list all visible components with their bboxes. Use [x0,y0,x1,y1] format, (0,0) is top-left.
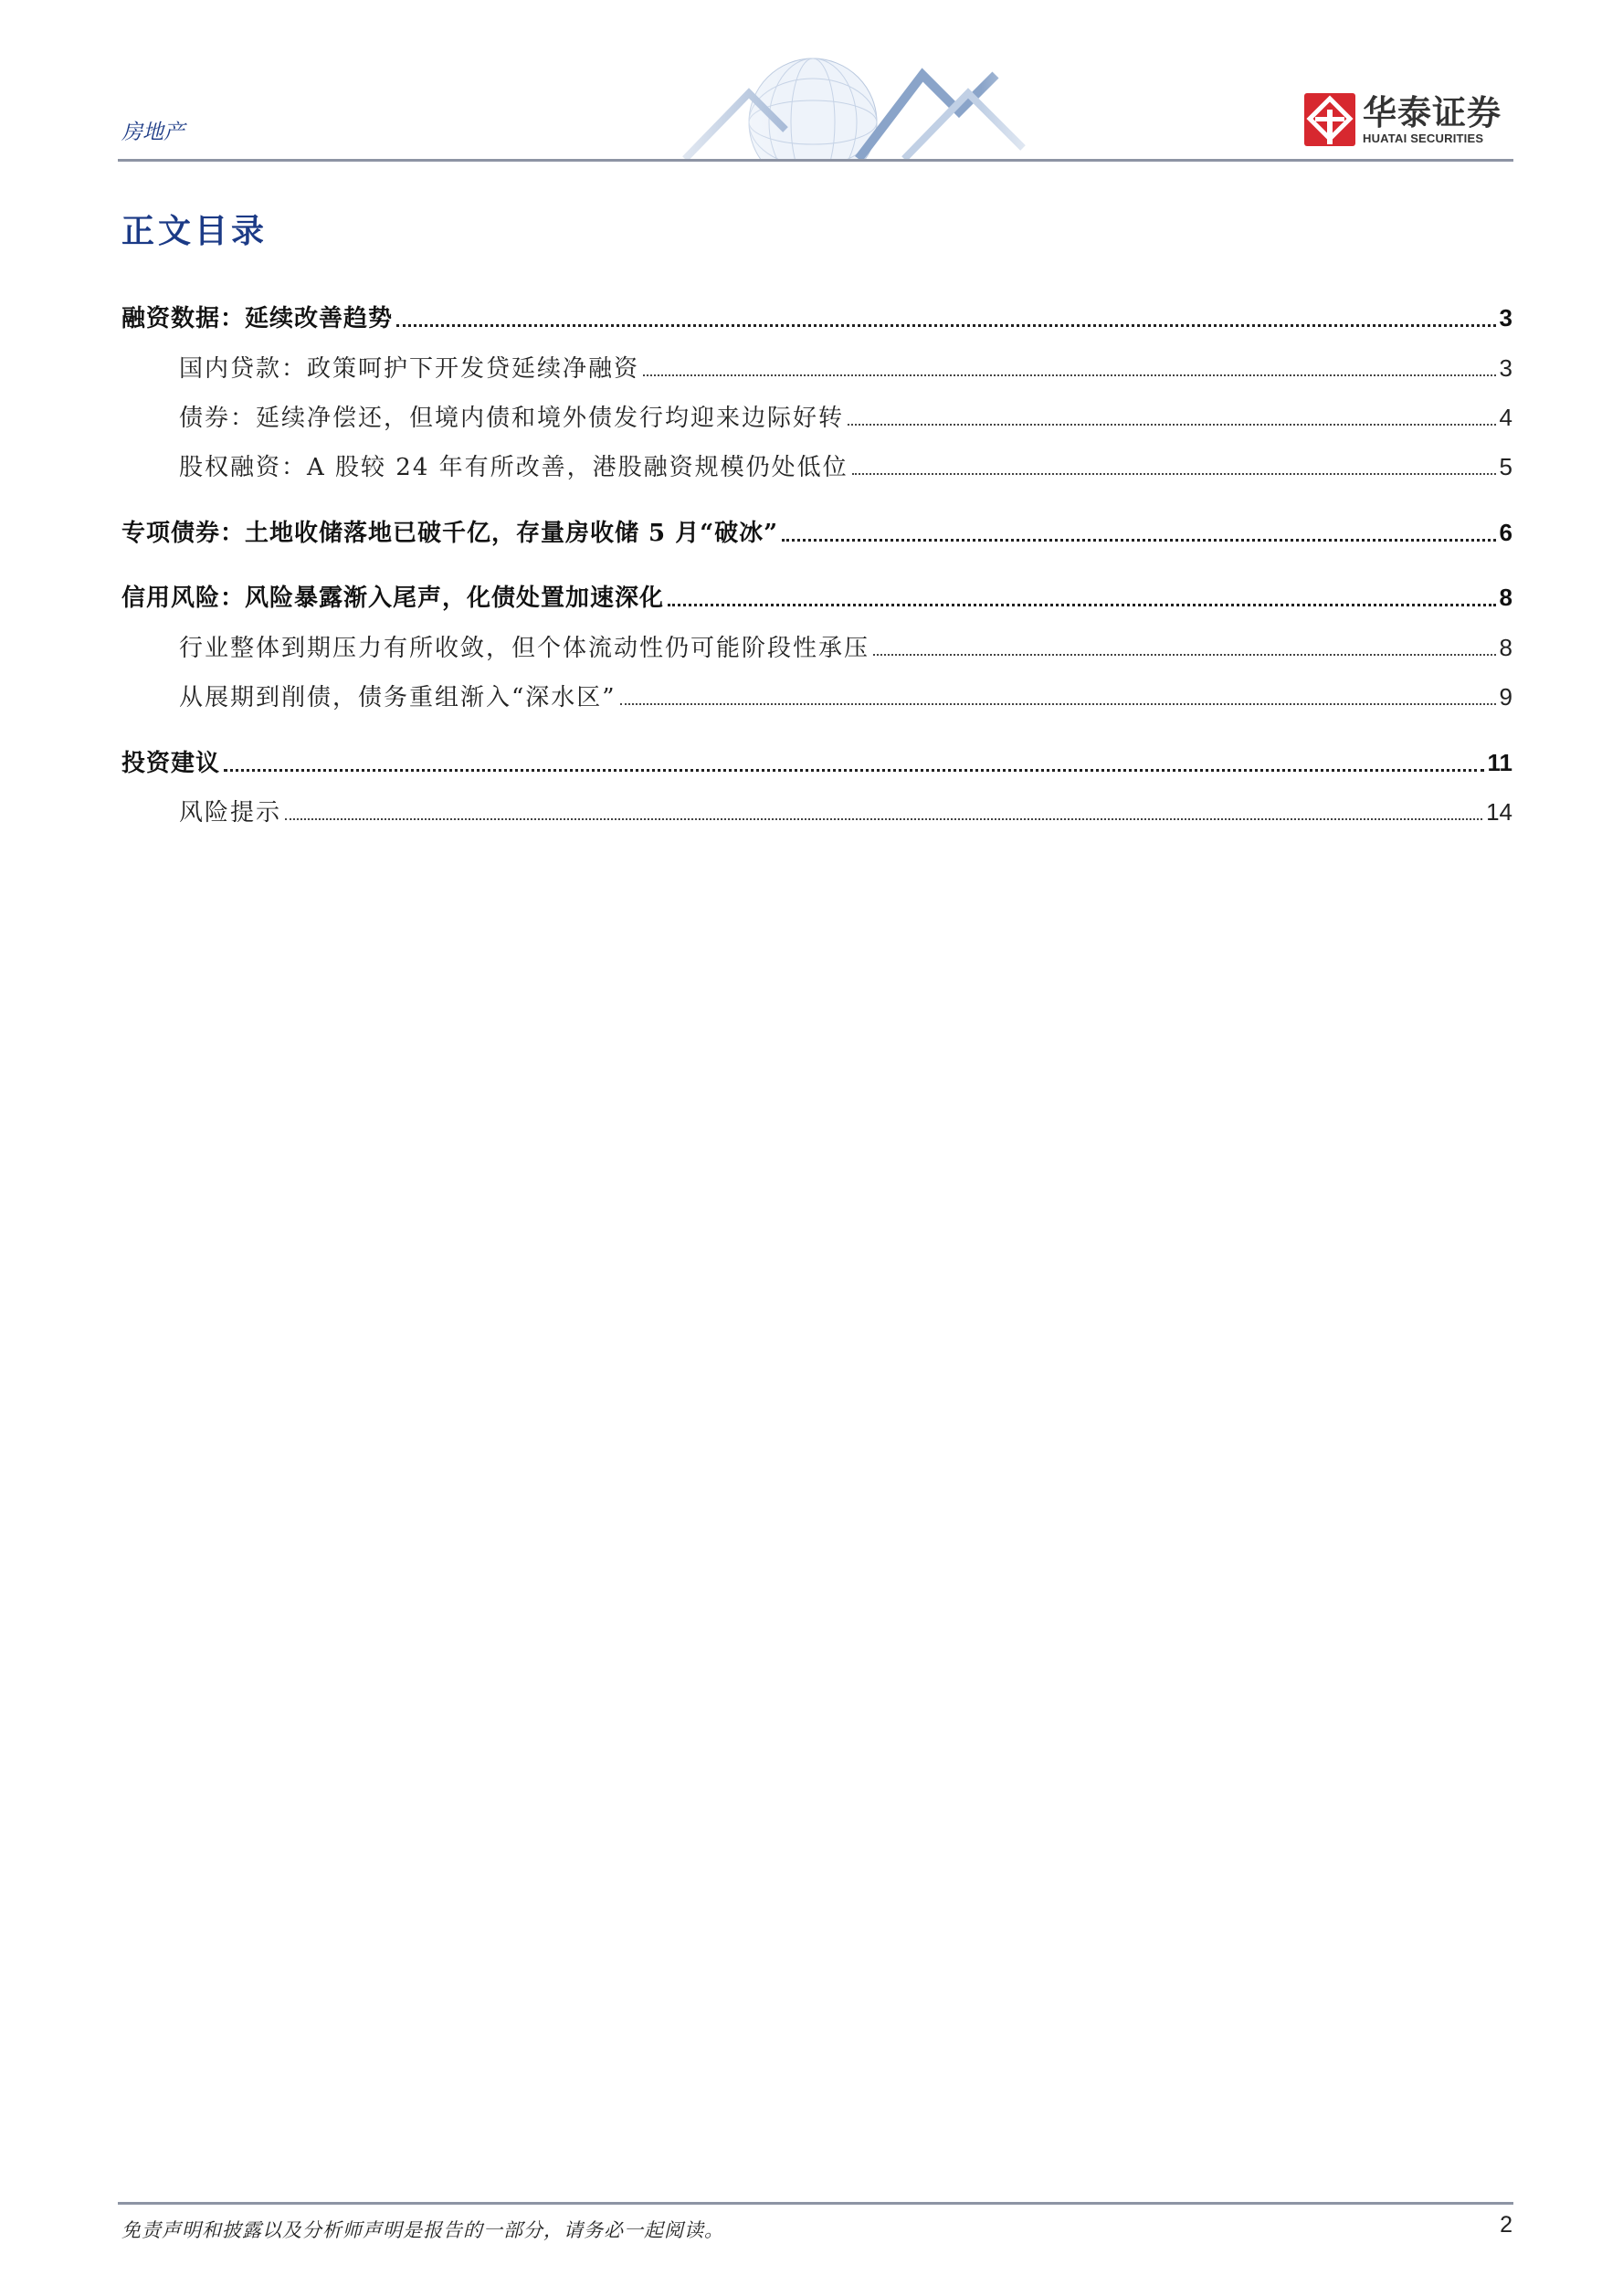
toc-entry-page: 8 [1499,584,1512,611]
huatai-logo-mark-icon [1304,93,1355,146]
toc-entry-special-bonds[interactable] [121,514,1512,548]
toc-entry-maturity-pressure[interactable] [179,629,1512,663]
toc-entry-domestic-loans[interactable] [179,350,1512,384]
toc-entry-financing-data[interactable] [121,300,1512,333]
toc-entry-debt-restructuring[interactable] [179,679,1512,712]
toc-entry-label: 国内贷款：政策呵护下开发贷延续净融资 [179,355,640,383]
logo-chinese-name: 华泰证券 [1363,92,1502,132]
toc-entry-page: 8 [1499,634,1512,661]
toc-entry-label: 融资数据：延续改善趋势 [121,305,394,332]
toc-entry-equity-financing[interactable] [179,448,1512,482]
toc-leader-dots [396,324,1496,327]
toc-entry-label: 投资建议 [121,750,221,777]
toc-entry-credit-risk[interactable] [121,579,1512,613]
header-divider [118,159,1513,162]
toc-entry-label: 从展期到削债，债务重组渐入“深水区” [179,684,617,711]
toc-entry-page: 5 [1499,453,1512,480]
toc-leader-dots [668,604,1496,606]
toc-entry-label: 信用风险：风险暴露渐入尾声，化债处置加速深化 [121,585,665,612]
toc-entry-risk-warning[interactable] [179,794,1512,827]
toc-leader-dots [643,374,1496,376]
toc-leader-dots [848,424,1496,426]
header-section-label: 房地产 [121,121,184,144]
toc-entry-page: 4 [1499,404,1512,431]
toc-entry-page: 9 [1499,683,1512,711]
footer-disclaimer: 免责声明和披露以及分析师声明是报告的一部分，请务必一起阅读。 [121,2219,724,2241]
toc-entry-bonds[interactable] [179,399,1512,433]
toc-leader-dots [620,703,1496,705]
footer-divider [118,2202,1513,2205]
toc-entry-label: 风险提示 [179,799,282,827]
toc-entry-label: 股权融资：A 股较 24 年有所改善，港股融资规模仍处低位 [179,454,848,481]
toc-leader-dots [873,654,1496,656]
footer-page-number: 2 [1500,2212,1512,2238]
toc-entry-page: 3 [1499,354,1512,382]
toc-entry-page: 3 [1499,304,1512,332]
toc-entry-investment-advice[interactable] [121,744,1512,778]
toc-leader-dots [852,473,1496,475]
toc-leader-dots [224,769,1483,772]
toc-entry-page: 14 [1486,798,1512,826]
toc-entry-label: 行业整体到期压力有所收敛，但个体流动性仍可能阶段性承压 [179,635,870,662]
toc-entry-label: 债券：延续净偿还，但境内债和境外债发行均迎来边际好转 [179,405,845,432]
toc-entry-page: 6 [1499,519,1512,546]
toc-leader-dots [285,818,1482,820]
toc-leader-dots [782,539,1495,542]
toc-entry-label: 专项债券：土地收储落地已破千亿，存量房收储 5 月“破冰” [121,520,779,547]
toc-entry-page: 11 [1487,749,1512,776]
globe-graphic-icon [630,57,1069,159]
huatai-logo [1304,93,1502,146]
logo-english-name: HUATAI SECURITIES [1363,131,1484,145]
page-title: 正文目录 [121,213,269,250]
